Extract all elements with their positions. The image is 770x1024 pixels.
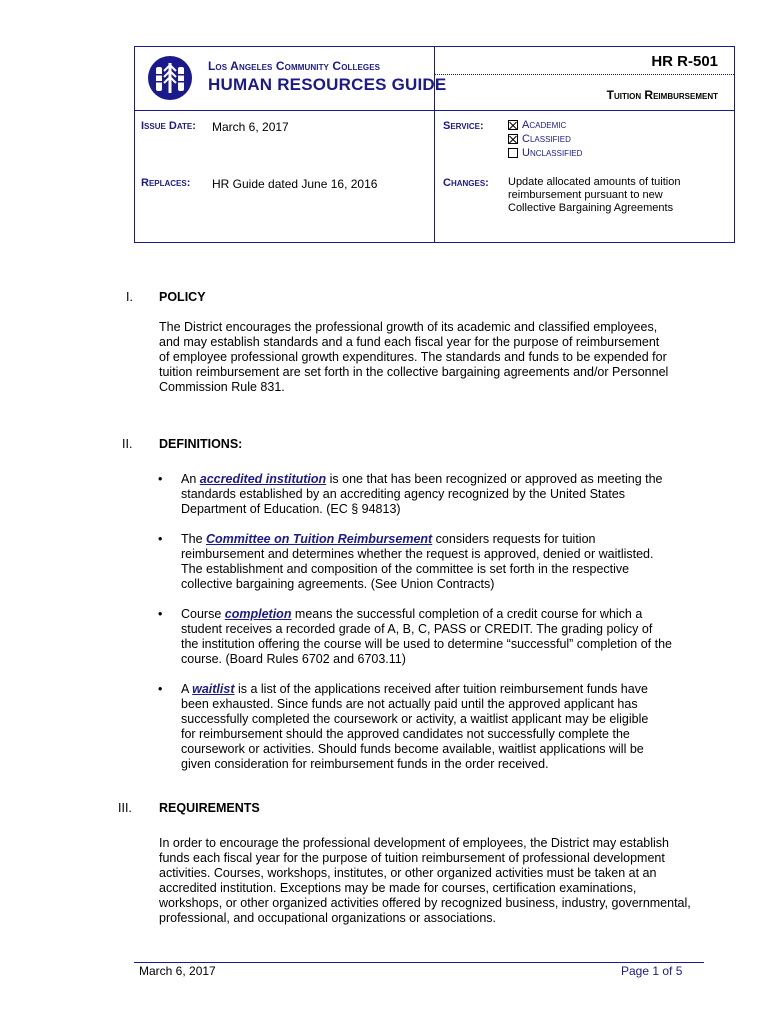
unchecked-box-icon[interactable] bbox=[508, 148, 518, 158]
changes-label: Changes: bbox=[443, 177, 489, 189]
text-line: Commission Rule 831. bbox=[159, 380, 285, 394]
service-option-unclassified[interactable] bbox=[508, 147, 582, 159]
defined-term: accredited institution bbox=[199, 472, 327, 486]
policy-paragraph bbox=[159, 320, 699, 395]
section-number: I. bbox=[126, 290, 133, 304]
section-number: II. bbox=[122, 437, 133, 451]
lacc-logo-icon bbox=[147, 55, 193, 101]
text-line: collective bargaining agreements. (See Union Contracts) bbox=[181, 577, 495, 591]
text-line: coursework or activities. Should funds become available, waitlist applications will be bbox=[181, 742, 644, 756]
text-line: been exhausted. Since funds are not actually paid until the approved applicant has bbox=[181, 697, 638, 711]
text-line: and may establish standards and a fund each fiscal year for the purpose of reimbursement bbox=[159, 335, 660, 349]
text-line: for reimbursement should the approved candidates not successfully complete the bbox=[181, 727, 630, 741]
section-title-policy: POLICY bbox=[159, 290, 206, 304]
bullet-icon: • bbox=[158, 472, 163, 486]
service-label: Service: bbox=[443, 120, 484, 132]
definition-prefix: The bbox=[181, 532, 207, 546]
definition-completion bbox=[181, 607, 701, 667]
text-line: means the successful completion of a credit course for which a bbox=[291, 607, 643, 621]
document-header bbox=[134, 46, 735, 243]
text-line: is one that has been recognized or approved as meeting the bbox=[326, 472, 663, 486]
text-line: The establishment and composition of the committee is set forth in the respective bbox=[181, 562, 630, 576]
definition-waitlist bbox=[181, 682, 701, 772]
text-line: Department of Education. (EC § 94813) bbox=[181, 502, 401, 516]
text-line: given consideration for reimbursement funds in the order received. bbox=[181, 757, 549, 771]
service-option-label: Unclassified bbox=[522, 147, 583, 159]
text-line: professional, and occupational organizations or associations. bbox=[159, 911, 497, 925]
text-line: student receives a recorded grade of A, B, C, PASS or CREDIT. The grading policy of bbox=[181, 622, 653, 636]
text-line: of employee professional growth expenditures. The standards and funds to be expended for bbox=[159, 350, 667, 364]
defined-term: Committee on Tuition Reimbursement bbox=[206, 532, 433, 546]
replaces-label: Replaces: bbox=[141, 177, 191, 189]
footer-rule bbox=[134, 962, 704, 963]
section-title-definitions: DEFINITIONS: bbox=[159, 437, 243, 451]
definition-committee bbox=[181, 532, 701, 592]
text-line: successfully completed the coursework or activity, a waitlist applicant may be eligible bbox=[181, 712, 649, 726]
issue-date-label: Issue Date: bbox=[141, 120, 196, 132]
service-option-classified[interactable] bbox=[508, 133, 571, 145]
bullet-icon: • bbox=[158, 607, 163, 621]
header-horizontal-divider bbox=[135, 110, 734, 111]
definition-prefix: A bbox=[181, 682, 193, 696]
changes-text bbox=[508, 176, 680, 215]
document-code: HR R-501 bbox=[651, 53, 718, 70]
header-dotted-rule bbox=[435, 74, 734, 75]
text-line: standards established by an accrediting agency recognized by the United States bbox=[181, 487, 626, 501]
policy-title: Tuition Reimbursement bbox=[606, 88, 718, 102]
issue-date-value: March 6, 2017 bbox=[212, 120, 289, 134]
text-line: funds each fiscal year for the purpose of tuition reimbursement of professional development bbox=[159, 851, 665, 865]
bullet-icon: • bbox=[158, 682, 163, 696]
defined-term: completion bbox=[224, 607, 292, 621]
text-line: The District encourages the professional growth of its academic and classified employees, bbox=[159, 320, 658, 334]
text-line: tuition reimbursement are set forth in the collective bargaining agreements and/or Personnel bbox=[159, 365, 669, 379]
footer-date: March 6, 2017 bbox=[139, 964, 216, 978]
service-option-academic[interactable] bbox=[508, 119, 566, 131]
text-line: In order to encourage the professional development of employees, the District may establish bbox=[159, 836, 669, 850]
text-line: course. (Board Rules 6702 and 6703.11) bbox=[181, 652, 406, 666]
service-option-label: Classified bbox=[522, 133, 571, 145]
changes-line: Collective Bargaining Agreements bbox=[508, 202, 674, 214]
definition-prefix: An bbox=[181, 472, 200, 486]
text-line: reimbursement and determines whether the request is approved, denied or waitlisted. bbox=[181, 547, 654, 561]
defined-term: waitlist bbox=[192, 682, 235, 696]
text-line: accredited institution. Exceptions may be made for courses, certification examinations, bbox=[159, 881, 637, 895]
checked-box-icon[interactable] bbox=[508, 134, 518, 144]
changes-line: Update allocated amounts of tuition bbox=[508, 176, 681, 188]
checked-box-icon[interactable] bbox=[508, 120, 518, 130]
text-line: the institution offering the course will be used to determine “successful” completion of the bbox=[181, 637, 673, 651]
org-name: Los Angeles Community Colleges bbox=[208, 59, 381, 73]
definition-accredited-institution bbox=[181, 472, 701, 517]
text-line: activities. Courses, workshops, institutes, or other organized activities must be taken at an bbox=[159, 866, 657, 880]
requirements-paragraph bbox=[159, 836, 699, 926]
replaces-value: HR Guide dated June 16, 2016 bbox=[212, 177, 378, 191]
guide-title: HUMAN RESOURCES GUIDE bbox=[208, 75, 447, 94]
text-line: workshops, or other organized activities offered by recognized business, industry, governmental, bbox=[159, 896, 691, 910]
bullet-icon: • bbox=[158, 532, 163, 546]
changes-line: reimbursement pursuant to new bbox=[508, 189, 663, 201]
footer-page-number: Page 1 of 5 bbox=[621, 964, 683, 978]
service-option-label: Academic bbox=[522, 119, 567, 131]
section-title-requirements: REQUIREMENTS bbox=[159, 801, 260, 815]
section-number: III. bbox=[118, 801, 132, 815]
text-line: considers requests for tuition bbox=[432, 532, 596, 546]
text-line: is a list of the applications received after tuition reimbursement funds have bbox=[234, 682, 648, 696]
definition-prefix: Course bbox=[181, 607, 225, 621]
